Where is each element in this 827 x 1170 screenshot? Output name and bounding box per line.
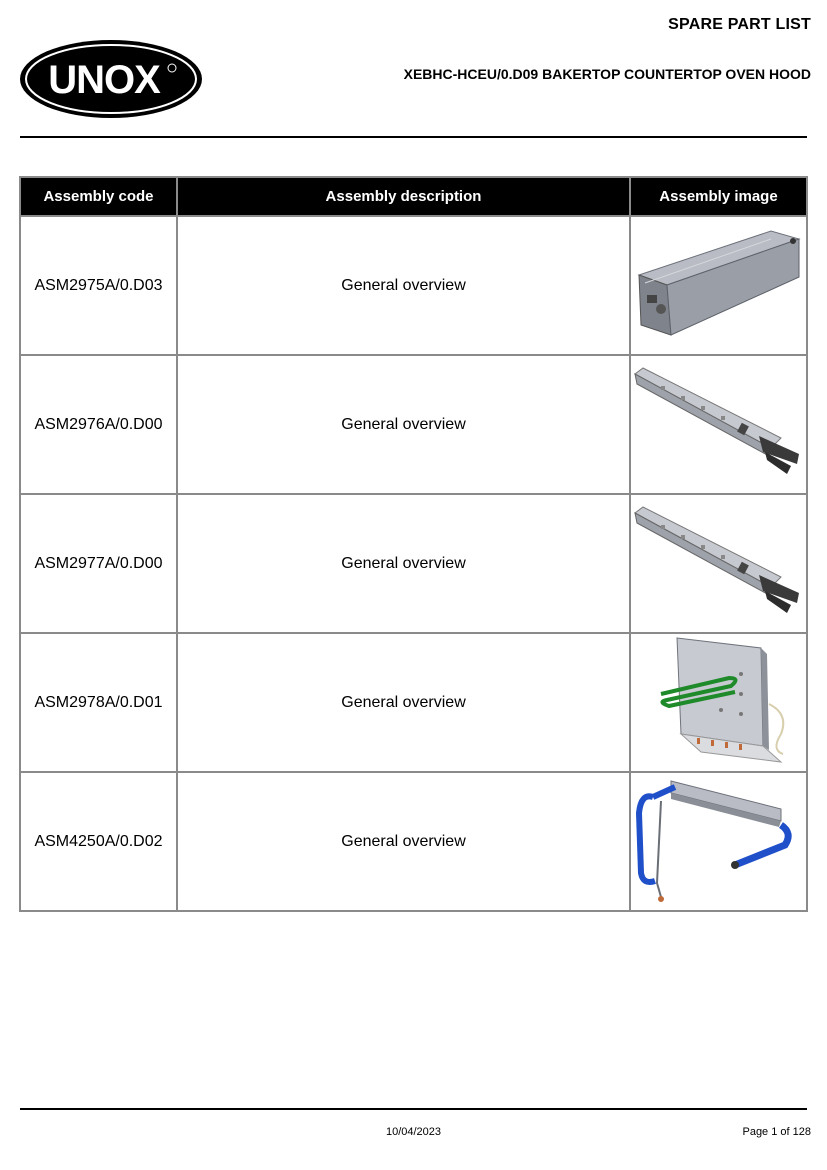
assembly-description: General overview bbox=[177, 355, 630, 494]
assembly-image bbox=[630, 355, 807, 494]
header-divider bbox=[20, 136, 807, 138]
footer-date: 10/04/2023 bbox=[385, 1126, 442, 1138]
document-title: SPARE PART LIST bbox=[668, 16, 811, 33]
table-row bbox=[20, 633, 807, 772]
column-header-code: Assembly code bbox=[20, 177, 177, 216]
table-row bbox=[20, 772, 807, 911]
rail-bracket-image bbox=[631, 356, 806, 493]
assembly-description: General overview bbox=[177, 216, 630, 355]
assembly-code: ASM4250A/0.D02 bbox=[20, 772, 177, 911]
assembly-description: General overview bbox=[177, 494, 630, 633]
document-subtitle: XEBHC-HCEU/0.D09 BAKERTOP COUNTERTOP OVEN HOOD bbox=[403, 66, 811, 82]
table-row bbox=[20, 216, 807, 355]
assembly-image bbox=[630, 772, 807, 911]
footer-divider bbox=[20, 1108, 807, 1110]
assembly-image bbox=[630, 494, 807, 633]
unox-logo bbox=[18, 38, 204, 120]
heater-plate-image bbox=[631, 634, 806, 771]
assembly-code: ASM2976A/0.D00 bbox=[20, 355, 177, 494]
assembly-image bbox=[630, 216, 807, 355]
svg-text:UNOX: UNOX bbox=[48, 58, 160, 102]
assembly-code: ASM2977A/0.D00 bbox=[20, 494, 177, 633]
table-row bbox=[20, 494, 807, 633]
table-header-row bbox=[20, 177, 807, 216]
rail-bracket-image bbox=[631, 495, 806, 632]
table-row bbox=[20, 355, 807, 494]
blue-pipe-assembly-image bbox=[631, 773, 806, 910]
assembly-description: General overview bbox=[177, 772, 630, 911]
oven-hood-box-image bbox=[631, 217, 806, 354]
assembly-code: ASM2978A/0.D01 bbox=[20, 633, 177, 772]
assembly-image bbox=[630, 633, 807, 772]
page-number: Page 1 of 128 bbox=[742, 1126, 811, 1138]
column-header-image: Assembly image bbox=[630, 177, 807, 216]
column-header-description: Assembly description bbox=[177, 177, 630, 216]
assembly-description: General overview bbox=[177, 633, 630, 772]
assembly-table bbox=[19, 176, 808, 912]
assembly-code: ASM2975A/0.D03 bbox=[20, 216, 177, 355]
